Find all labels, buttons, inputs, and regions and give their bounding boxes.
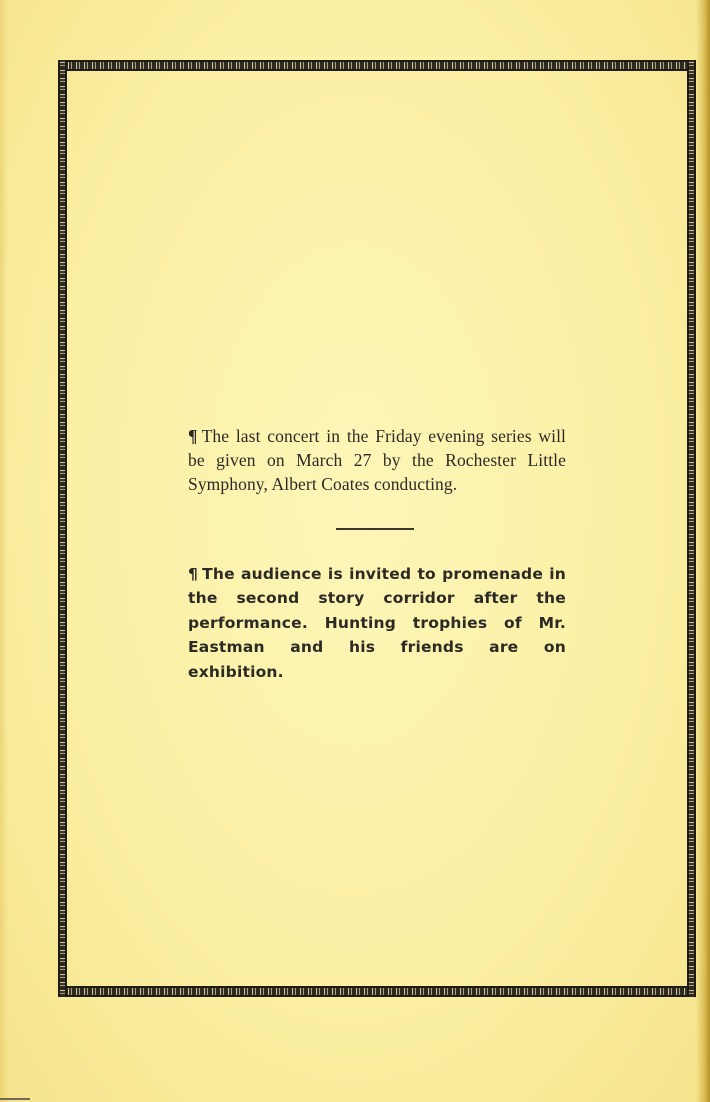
concert-announcement xyxy=(188,424,566,496)
page-left-edge xyxy=(0,0,8,1102)
promenade-announcement xyxy=(188,562,566,685)
page-right-edge xyxy=(696,0,710,1102)
pilcrow-icon: ¶ xyxy=(188,426,198,446)
corner-mark xyxy=(0,1098,30,1100)
border-left xyxy=(58,60,67,997)
concert-announcement-text: The last concert in the Friday evening series will be given on March 27 by the Rochester Little Symphony, Albert Coates conducting. xyxy=(188,426,566,494)
announcements xyxy=(188,424,566,684)
border-top xyxy=(58,60,696,71)
pilcrow-icon: ¶ xyxy=(188,564,199,583)
border-right xyxy=(687,60,696,997)
border-bottom xyxy=(58,986,696,997)
promenade-announcement-text: The audience is invited to promenade in the second story corridor after the performance. Hunting trophies of Mr. Eastman and his friends are on exhibition. xyxy=(188,564,566,681)
section-divider xyxy=(336,528,414,530)
